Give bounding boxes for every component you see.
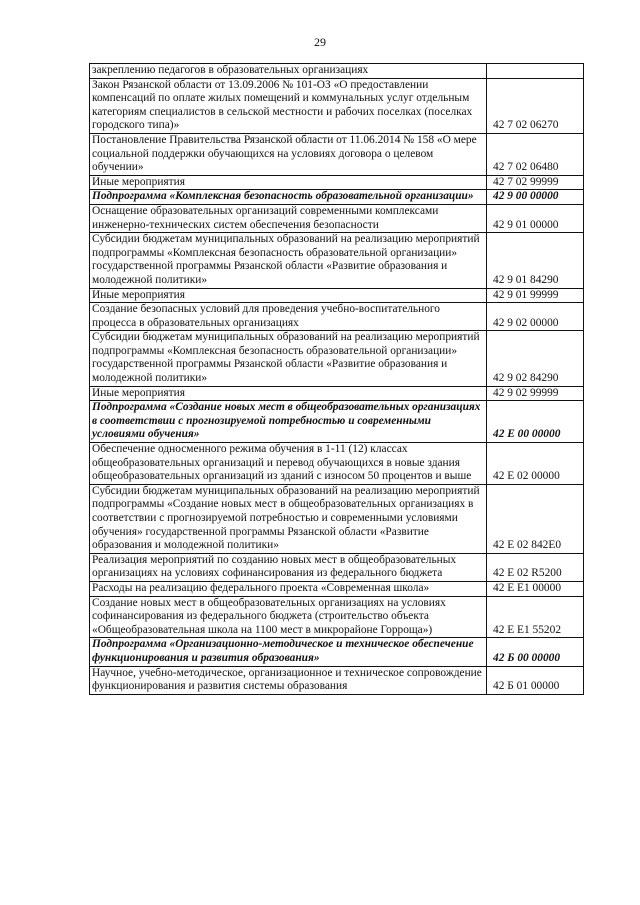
row-code: 42 Е 00 00000 <box>487 401 584 443</box>
subprogram-row <box>90 190 584 205</box>
row-code: 42 Е 02 00000 <box>487 443 584 485</box>
row-name: Подпрограмма «Создание новых мест в общеобразовательных организациях в соответствии с прогнозируемой потребностью и современными условиями обучения» <box>90 401 487 443</box>
table-row <box>90 596 584 638</box>
table-row <box>90 443 584 485</box>
row-name: Обеспечение односменного режима обучения в 1-11 (12) классах общеобразовательных организаций и перевод обучающихся в новые здания общеобразовательных организаций из зданий с износом 50 процентов и выше <box>90 443 487 485</box>
row-code: 42 7 02 99999 <box>487 175 584 190</box>
table-row <box>90 666 584 694</box>
row-name: Иные мероприятия <box>90 386 487 401</box>
subprogram-row <box>90 401 584 443</box>
row-code: 42 Е Е1 00000 <box>487 581 584 596</box>
row-name: Создание безопасных условий для проведения учебно-воспитательного процесса в образовательных организациях <box>90 303 487 331</box>
table-row <box>90 331 584 386</box>
table-row <box>90 233 584 288</box>
row-name: Научное, учебно-методическое, организационное и техническое сопровождение функционирования и развития системы образования <box>90 666 487 694</box>
row-name: Создание новых мест в общеобразовательных организациях на условиях софинансирования из федерального бюджета (строительство объекта «Общеобразовательная школа на 1100 мест в микрорайоне Горроща») <box>90 596 487 638</box>
table-row <box>90 386 584 401</box>
row-name: Реализация мероприятий по созданию новых мест в общеобразовательных организациях на условиях софинансирования из федерального бюджета <box>90 553 487 581</box>
table-row <box>90 64 584 79</box>
table-row <box>90 78 584 133</box>
table-row <box>90 553 584 581</box>
table-row <box>90 303 584 331</box>
row-name: Иные мероприятия <box>90 175 487 190</box>
table-row <box>90 204 584 232</box>
row-code: 42 9 01 00000 <box>487 204 584 232</box>
row-code <box>487 64 584 79</box>
row-code: 42 7 02 06270 <box>487 78 584 133</box>
row-code: 42 Б 01 00000 <box>487 666 584 694</box>
row-code: 42 Е 02 R5200 <box>487 553 584 581</box>
row-name: Расходы на реализацию федерального проекта «Современная школа» <box>90 581 487 596</box>
table-body <box>90 64 584 695</box>
row-name: Субсидии бюджетам муниципальных образований на реализацию мероприятий подпрограммы «Создание новых мест в общеобразовательных организациях в соответствии с прогнозируемой потребностью и современными условиями обучения» государственной программы Рязанской области «Развитие образования и молодежной политики» <box>90 484 487 553</box>
row-name: Иные мероприятия <box>90 288 487 303</box>
row-code: 42 9 00 00000 <box>487 190 584 205</box>
row-code: 42 7 02 06480 <box>487 133 584 175</box>
row-code: 42 Е Е1 55202 <box>487 596 584 638</box>
table-row <box>90 288 584 303</box>
row-name: закреплению педагогов в образовательных организациях <box>90 64 487 79</box>
row-code: 42 9 01 84290 <box>487 233 584 288</box>
subprogram-row <box>90 638 584 666</box>
page-number: 29 <box>314 35 326 49</box>
row-name: Постановление Правительства Рязанской области от 11.06.2014 № 158 «О мере социальной поддержки обучающихся на условиях договора о целевом обучении» <box>90 133 487 175</box>
row-name: Субсидии бюджетам муниципальных образований на реализацию мероприятий подпрограммы «Комплексная безопасность образовательной организации» государственной программы Рязанской области «Развитие образования и молодежной политики» <box>90 331 487 386</box>
table-row <box>90 484 584 553</box>
row-code: 42 9 02 84290 <box>487 331 584 386</box>
table-row <box>90 133 584 175</box>
table-row <box>90 175 584 190</box>
row-code: 42 Б 00 00000 <box>487 638 584 666</box>
table-row <box>90 581 584 596</box>
row-name: Подпрограмма «Организационно-методическое и техническое обеспечение функционирования и развития образования» <box>90 638 487 666</box>
row-name: Оснащение образовательных организаций современными комплексами инженерно-технических систем обеспечения безопасности <box>90 204 487 232</box>
row-code: 42 Е 02 842Е0 <box>487 484 584 553</box>
row-name: Закон Рязанской области от 13.09.2006 № 101-ОЗ «О предоставлении компенсаций по оплате жилых помещений и коммунальных услуг отдельным категориям специалистов в сельской местности и рабочих поселках (поселках городского типа)» <box>90 78 487 133</box>
row-code: 42 9 02 00000 <box>487 303 584 331</box>
row-name: Подпрограмма «Комплексная безопасность образовательной организации» <box>90 190 487 205</box>
row-code: 42 9 01 99999 <box>487 288 584 303</box>
row-code: 42 9 02 99999 <box>487 386 584 401</box>
budget-classification-table <box>89 63 584 695</box>
row-name: Субсидии бюджетам муниципальных образований на реализацию мероприятий подпрограммы «Комплексная безопасность образовательной организации» государственной программы Рязанской области «Развитие образования и молодежной политики» <box>90 233 487 288</box>
